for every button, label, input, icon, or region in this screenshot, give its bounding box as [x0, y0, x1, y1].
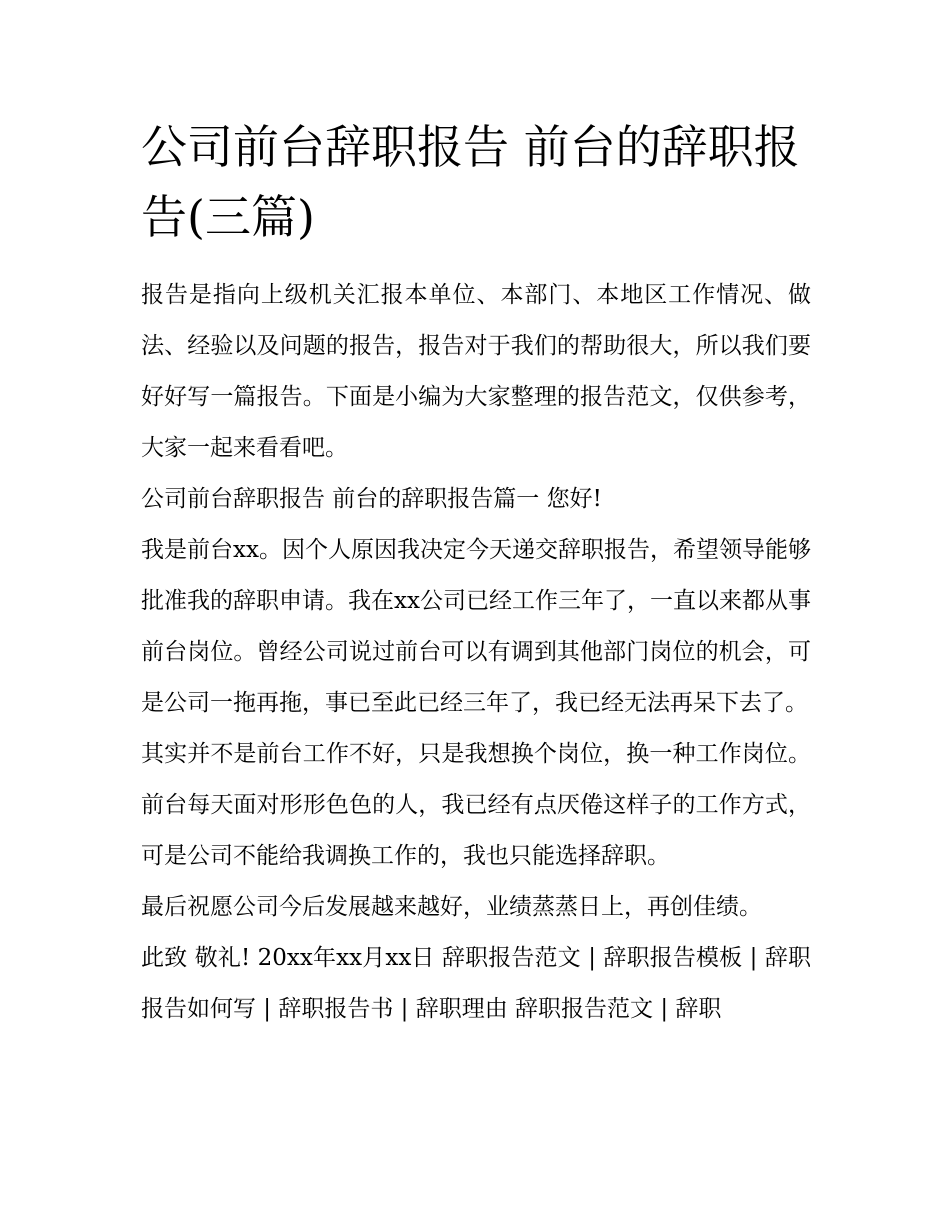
document-title: 公司前台辞职报告 前台的辞职报告(三篇) [141, 120, 800, 244]
paragraph-intro: 报告是指向上级机关汇报本单位、本部门、本地区工作情况、做法、经验以及问题的报告，报告对于我们的帮助很大，所以我们要好好写一篇报告。下面是小编为大家整理的报告范文，仅供参考，大家一起来看看吧。 [141, 282, 811, 461]
paragraph-wishes: 最后祝愿公司今后发展越来越好，业绩蒸蒸日上，再创佳绩。 [141, 894, 762, 920]
paragraph-section-heading: 公司前台辞职报告 前台的辞职报告篇一 您好! [141, 486, 602, 512]
paragraph-reason: 我是前台xx。因个人原因我决定今天递交辞职报告，希望领导能够批准我的辞职申请。我在xx公司已经工作三年了，一直以来都从事前台岗位。曾经公司说过前台可以有调到其他部门岗位的机会，可是公司一拖再拖，事已至此已经三年了，我已经无法再呆下去了。 [141, 537, 811, 716]
paragraph-closing: 此致 敬礼! 20xx年xx月xx日 辞职报告范文 | 辞职报告模板 | 辞职报告如何写 | 辞职报告书 | 辞职理由 辞职报告范文 | 辞职 [141, 945, 811, 1022]
document-content [141, 112, 811, 1035]
document-body [141, 270, 811, 1035]
paragraph-explanation: 其实并不是前台工作不好，只是我想换个岗位，换一种工作岗位。前台每天面对形形色色的人，我已经有点厌倦这样子的工作方式，可是公司不能给我调换工作的，我也只能选择辞职。 [141, 741, 811, 869]
